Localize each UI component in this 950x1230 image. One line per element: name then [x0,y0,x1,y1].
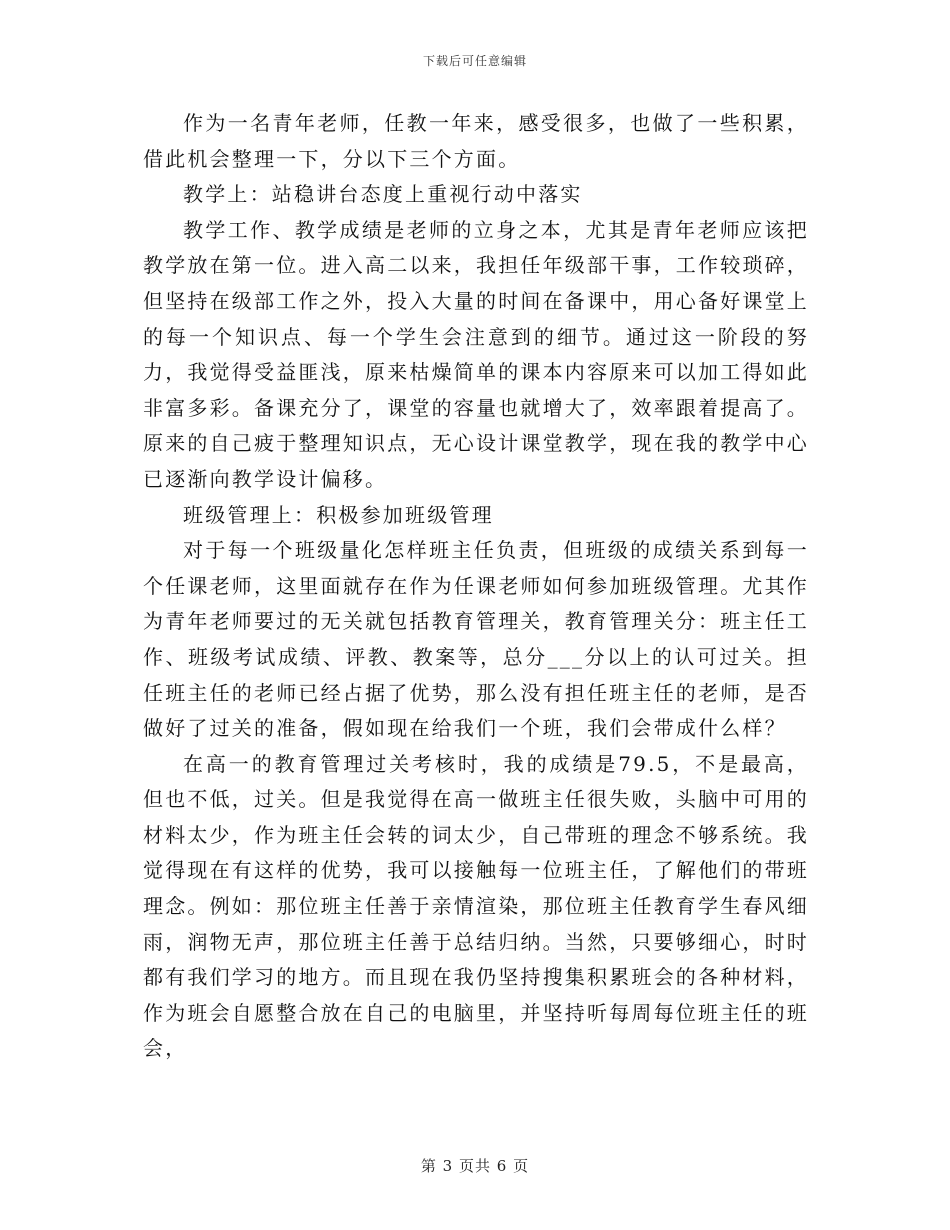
page-number-footer: 第 3 页共 6 页 [420,1157,530,1175]
paragraph-assessment: 在高一的教育管理过关考核时，我的成绩是79.5，不是最高，但也不低，过关。但是我觉得在高一做班主任很失败，头脑中可用的材料太少，作为班主任会转的词太少，自己带班的理念不够系统。我觉得现在有这样的优势，我可以接触每一位班主任，了解他们的带班理念。例如：那位班主任善于亲情渲染，那位班主任教育学生春风细雨，润物无声，那位班主任善于总结归纳。当然，只要够细心，时时都有我们学习的地方。而且现在我仍坚持搜集积累班会的各种材料，作为班会自愿整合放在自己的电脑里，并坚持听每周每位班主任的班会， [143,751,809,1061]
paragraph-intro: 作为一名青年老师，任教一年来，感受很多，也做了一些积累，借此机会整理一下，分以下三个方面。 [143,111,809,171]
document-body [143,106,809,1067]
section-heading-class-management: 班级管理上：积极参加班级管理 [183,502,494,527]
paragraph-teaching: 教学工作、教学成绩是老师的立身之本，尤其是青年老师应该把教学放在第一位。进入高二以来，我担任年级部干事，工作较琐碎，但坚持在级部工作之外，投入大量的时间在备课中，用心备好课堂上的每一个知识点、每一个学生会注意到的细节。通过这一阶段的努力，我觉得受益匪浅，原来枯燥简单的课本内容原来可以加工得如此非富多彩。备课充分了，课堂的容量也就增大了，效率跟着提高了。原来的自己疲于整理知识点，无心设计课堂教学，现在我的教学中心已逐渐向教学设计偏移。 [143,217,809,491]
section-heading-teaching: 教学上：站稳讲台态度上重视行动中落实 [183,182,583,207]
paragraph-class-management: 对于每一个班级量化怎样班主任负责，但班级的成绩关系到每一个任课老师，这里面就存在作为任课老师如何参加班级管理。尤其作为青年老师要过的无关就包括教育管理关，教育管理关分：班主任工作、班级考试成绩、评教、教案等，总分___分以上的认可过关。担任班主任的老师已经占据了优势，那么没有担任班主任的老师，是否做好了过关的准备，假如现在给我们一个班，我们会带成什么样？ [143,538,809,741]
page-header: 下载后可任意编辑 [422,54,527,68]
